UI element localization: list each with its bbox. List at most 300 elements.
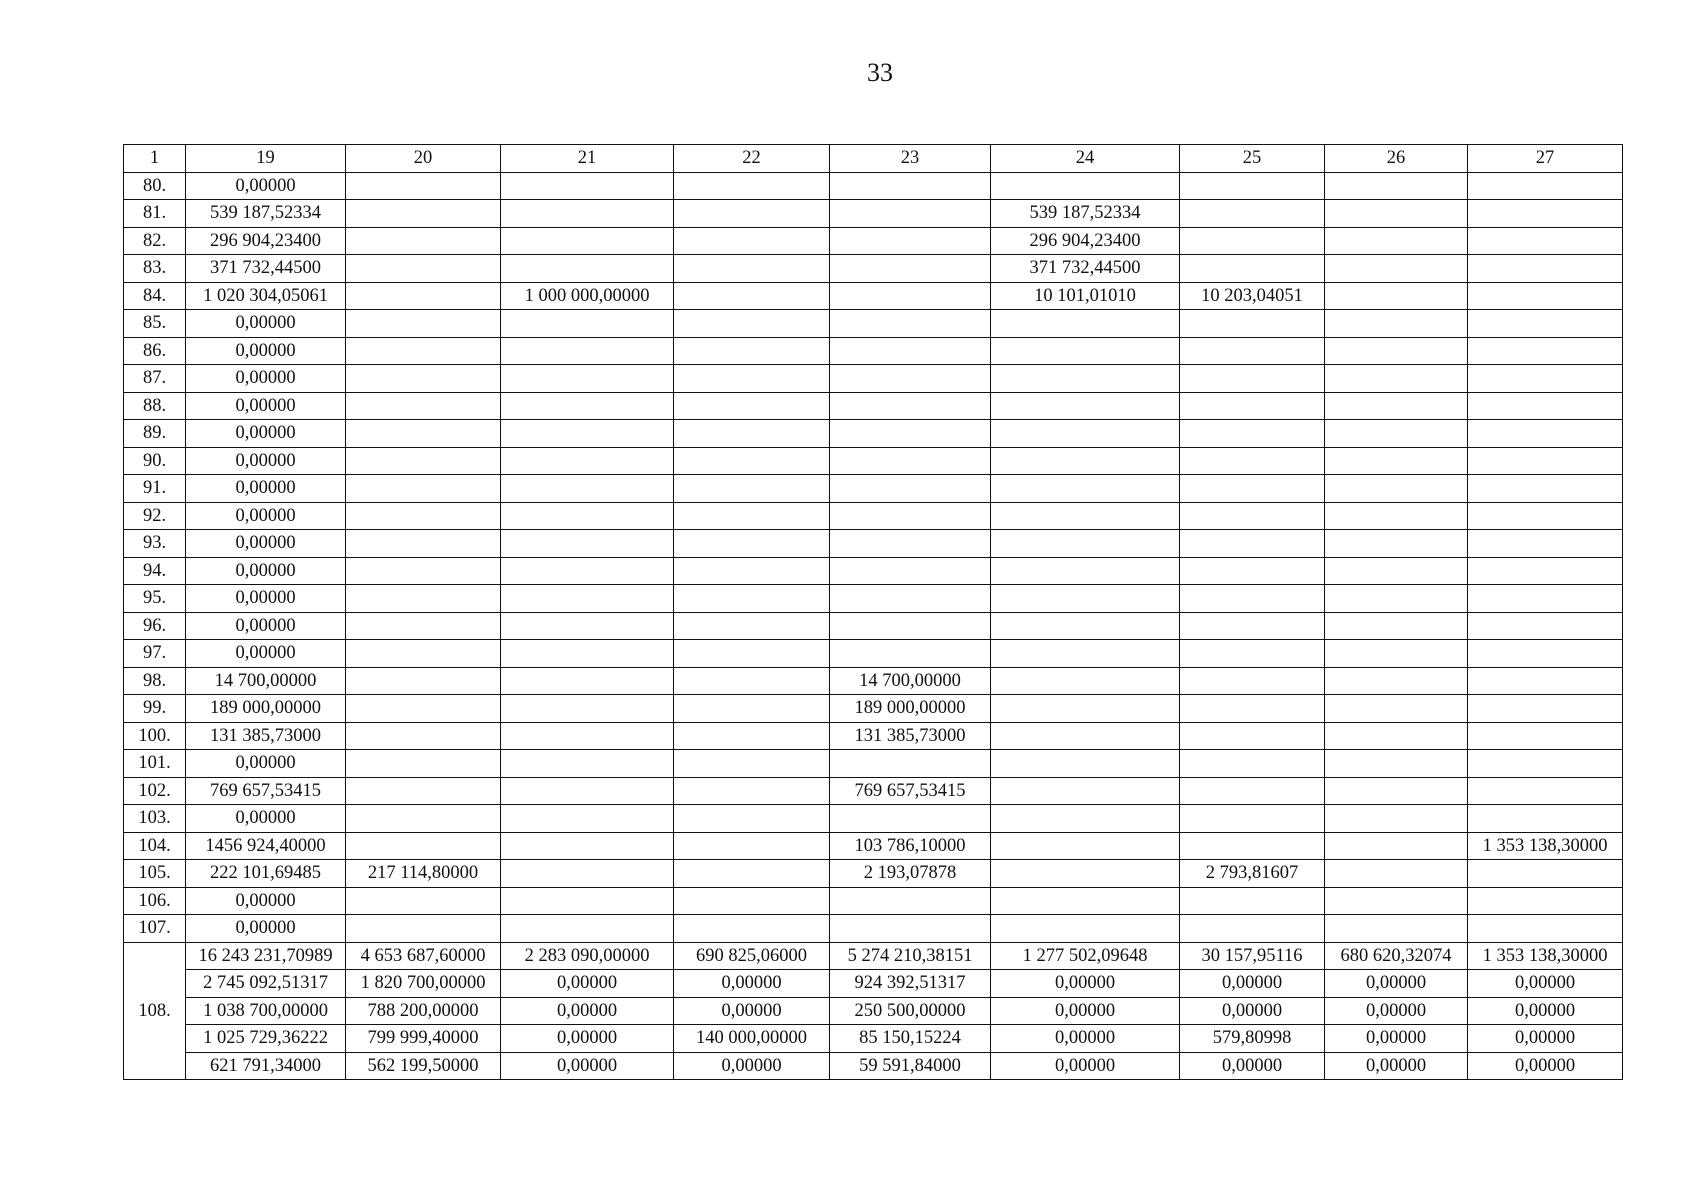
table-cell: 0,00000 bbox=[186, 447, 346, 475]
table-cell bbox=[501, 255, 674, 283]
table-cell bbox=[674, 640, 830, 668]
row-number: 82. bbox=[124, 227, 186, 255]
table-cell bbox=[346, 392, 501, 420]
table-cell bbox=[830, 447, 991, 475]
table-cell: 0,00000 bbox=[186, 585, 346, 613]
table-row bbox=[124, 282, 1623, 310]
table-cell bbox=[501, 887, 674, 915]
total-cell: 0,00000 bbox=[991, 970, 1180, 998]
table-cell bbox=[991, 365, 1180, 393]
table-cell bbox=[346, 447, 501, 475]
table-cell bbox=[501, 695, 674, 723]
table-cell bbox=[501, 557, 674, 585]
table-cell bbox=[674, 750, 830, 778]
table-cell bbox=[501, 832, 674, 860]
table-cell bbox=[1180, 447, 1325, 475]
table-cell bbox=[1468, 420, 1623, 448]
total-cell: 59 591,84000 bbox=[830, 1052, 991, 1080]
table-cell bbox=[346, 777, 501, 805]
total-cell: 0,00000 bbox=[1468, 1025, 1623, 1053]
table-cell bbox=[830, 227, 991, 255]
table-cell bbox=[501, 420, 674, 448]
table-cell bbox=[674, 695, 830, 723]
table-cell bbox=[830, 255, 991, 283]
table-cell bbox=[1180, 915, 1325, 943]
table-cell bbox=[1325, 365, 1468, 393]
total-cell: 0,00000 bbox=[991, 1052, 1180, 1080]
table-cell bbox=[1325, 310, 1468, 338]
table-cell bbox=[991, 310, 1180, 338]
table-row bbox=[124, 887, 1623, 915]
table-cell bbox=[346, 365, 501, 393]
table-cell bbox=[1468, 200, 1623, 228]
table-cell bbox=[1180, 392, 1325, 420]
table-cell bbox=[346, 502, 501, 530]
row-number: 98. bbox=[124, 667, 186, 695]
table-cell bbox=[674, 365, 830, 393]
total-row bbox=[124, 1052, 1623, 1080]
table-cell bbox=[346, 915, 501, 943]
table-cell bbox=[501, 667, 674, 695]
column-header: 24 bbox=[991, 145, 1180, 173]
table-cell bbox=[991, 722, 1180, 750]
column-header: 27 bbox=[1468, 145, 1623, 173]
table-cell bbox=[991, 420, 1180, 448]
total-cell: 562 199,50000 bbox=[346, 1052, 501, 1080]
table-cell bbox=[346, 805, 501, 833]
table-cell bbox=[1325, 282, 1468, 310]
table-cell bbox=[346, 722, 501, 750]
column-header: 22 bbox=[674, 145, 830, 173]
table-cell: 222 101,69485 bbox=[186, 860, 346, 888]
table-cell bbox=[1325, 475, 1468, 503]
table-row bbox=[124, 200, 1623, 228]
table-cell bbox=[991, 777, 1180, 805]
table-cell: 103 786,10000 bbox=[830, 832, 991, 860]
table-cell bbox=[501, 172, 674, 200]
table-cell: 539 187,52334 bbox=[186, 200, 346, 228]
table-cell: 371 732,44500 bbox=[991, 255, 1180, 283]
table-cell bbox=[991, 585, 1180, 613]
table-cell bbox=[501, 585, 674, 613]
table-cell: 131 385,73000 bbox=[186, 722, 346, 750]
table-cell bbox=[674, 172, 830, 200]
total-cell: 0,00000 bbox=[1325, 970, 1468, 998]
table-cell bbox=[1468, 227, 1623, 255]
table-cell bbox=[1180, 612, 1325, 640]
table-cell: 0,00000 bbox=[186, 475, 346, 503]
table-cell bbox=[1325, 255, 1468, 283]
table-row bbox=[124, 172, 1623, 200]
table-cell bbox=[674, 557, 830, 585]
table-cell: 769 657,53415 bbox=[830, 777, 991, 805]
table-cell bbox=[674, 530, 830, 558]
table-cell bbox=[674, 447, 830, 475]
table-cell bbox=[1325, 887, 1468, 915]
row-number: 87. bbox=[124, 365, 186, 393]
row-number: 102. bbox=[124, 777, 186, 805]
table-cell: 0,00000 bbox=[186, 640, 346, 668]
table-cell: 217 114,80000 bbox=[346, 860, 501, 888]
table-cell bbox=[1325, 860, 1468, 888]
table-cell bbox=[1468, 887, 1623, 915]
table-cell bbox=[1468, 667, 1623, 695]
table-cell bbox=[501, 722, 674, 750]
total-cell: 924 392,51317 bbox=[830, 970, 991, 998]
table-cell bbox=[1325, 585, 1468, 613]
table-cell bbox=[1325, 915, 1468, 943]
row-number: 108. bbox=[124, 942, 186, 1080]
table-cell bbox=[1468, 447, 1623, 475]
column-header: 21 bbox=[501, 145, 674, 173]
total-row bbox=[124, 1025, 1623, 1053]
table-cell bbox=[1325, 337, 1468, 365]
table-cell bbox=[991, 695, 1180, 723]
table-cell bbox=[346, 227, 501, 255]
table-cell bbox=[346, 530, 501, 558]
total-cell: 2 745 092,51317 bbox=[186, 970, 346, 998]
total-cell: 1 025 729,36222 bbox=[186, 1025, 346, 1053]
total-cell: 1 277 502,09648 bbox=[991, 942, 1180, 970]
table-cell bbox=[1325, 420, 1468, 448]
table-cell bbox=[1325, 502, 1468, 530]
table-cell: 769 657,53415 bbox=[186, 777, 346, 805]
table-cell bbox=[1468, 640, 1623, 668]
table-cell bbox=[1468, 530, 1623, 558]
row-number: 96. bbox=[124, 612, 186, 640]
table-row bbox=[124, 667, 1623, 695]
table-cell bbox=[1325, 832, 1468, 860]
table-cell: 0,00000 bbox=[186, 887, 346, 915]
table-cell: 296 904,23400 bbox=[186, 227, 346, 255]
table-cell bbox=[1180, 640, 1325, 668]
table-row bbox=[124, 557, 1623, 585]
table-cell bbox=[830, 750, 991, 778]
table-cell bbox=[1468, 282, 1623, 310]
table-cell bbox=[501, 392, 674, 420]
table-cell bbox=[674, 310, 830, 338]
table-cell bbox=[674, 392, 830, 420]
table-cell: 14 700,00000 bbox=[830, 667, 991, 695]
row-number: 84. bbox=[124, 282, 186, 310]
total-cell: 1 353 138,30000 bbox=[1468, 942, 1623, 970]
total-cell: 0,00000 bbox=[1180, 997, 1325, 1025]
total-cell: 0,00000 bbox=[991, 1025, 1180, 1053]
row-number: 105. bbox=[124, 860, 186, 888]
table-cell bbox=[1468, 557, 1623, 585]
total-cell: 16 243 231,70989 bbox=[186, 942, 346, 970]
table-cell bbox=[830, 200, 991, 228]
row-number: 103. bbox=[124, 805, 186, 833]
table-cell: 1456 924,40000 bbox=[186, 832, 346, 860]
table-cell bbox=[1180, 365, 1325, 393]
table-cell bbox=[830, 530, 991, 558]
table-cell bbox=[1180, 695, 1325, 723]
row-number: 91. bbox=[124, 475, 186, 503]
table-row bbox=[124, 447, 1623, 475]
table-cell: 371 732,44500 bbox=[186, 255, 346, 283]
table-row bbox=[124, 392, 1623, 420]
table-cell bbox=[991, 502, 1180, 530]
table-cell bbox=[1325, 172, 1468, 200]
table-cell bbox=[1180, 722, 1325, 750]
row-number: 92. bbox=[124, 502, 186, 530]
table-row bbox=[124, 722, 1623, 750]
table-cell bbox=[674, 915, 830, 943]
table-cell bbox=[674, 805, 830, 833]
total-cell: 0,00000 bbox=[1180, 970, 1325, 998]
table-cell bbox=[830, 392, 991, 420]
table-cell bbox=[346, 585, 501, 613]
table-cell bbox=[1468, 805, 1623, 833]
table-cell bbox=[346, 172, 501, 200]
table-cell bbox=[1468, 502, 1623, 530]
row-number: 97. bbox=[124, 640, 186, 668]
table-cell bbox=[674, 832, 830, 860]
total-cell: 0,00000 bbox=[501, 1025, 674, 1053]
table-cell bbox=[1325, 447, 1468, 475]
total-cell: 799 999,40000 bbox=[346, 1025, 501, 1053]
table-cell: 0,00000 bbox=[186, 365, 346, 393]
table-cell bbox=[501, 805, 674, 833]
table-cell bbox=[1325, 227, 1468, 255]
row-number: 86. bbox=[124, 337, 186, 365]
total-cell: 680 620,32074 bbox=[1325, 942, 1468, 970]
total-cell: 0,00000 bbox=[1468, 970, 1623, 998]
table-cell bbox=[1325, 612, 1468, 640]
table-cell bbox=[1325, 392, 1468, 420]
table-row bbox=[124, 777, 1623, 805]
table-cell bbox=[991, 832, 1180, 860]
table-cell: 0,00000 bbox=[186, 392, 346, 420]
total-cell: 0,00000 bbox=[674, 997, 830, 1025]
table-cell: 0,00000 bbox=[186, 502, 346, 530]
table-cell bbox=[1325, 695, 1468, 723]
table-cell bbox=[830, 310, 991, 338]
table-cell bbox=[1468, 612, 1623, 640]
total-cell: 0,00000 bbox=[501, 970, 674, 998]
row-number: 107. bbox=[124, 915, 186, 943]
table-cell bbox=[346, 337, 501, 365]
total-row bbox=[124, 997, 1623, 1025]
total-cell: 1 038 700,00000 bbox=[186, 997, 346, 1025]
total-cell: 788 200,00000 bbox=[346, 997, 501, 1025]
table-cell bbox=[1180, 585, 1325, 613]
total-cell: 2 283 090,00000 bbox=[501, 942, 674, 970]
table-row bbox=[124, 255, 1623, 283]
table-cell: 296 904,23400 bbox=[991, 227, 1180, 255]
table-cell bbox=[346, 282, 501, 310]
table-cell: 1 020 304,05061 bbox=[186, 282, 346, 310]
total-row bbox=[124, 942, 1623, 970]
table-cell bbox=[674, 777, 830, 805]
table-cell: 0,00000 bbox=[186, 310, 346, 338]
column-header: 20 bbox=[346, 145, 501, 173]
table-row bbox=[124, 915, 1623, 943]
header-row bbox=[124, 145, 1623, 173]
table-cell bbox=[1468, 860, 1623, 888]
table-cell bbox=[991, 612, 1180, 640]
table-cell bbox=[674, 887, 830, 915]
row-number: 104. bbox=[124, 832, 186, 860]
table-cell bbox=[991, 750, 1180, 778]
table-cell bbox=[501, 365, 674, 393]
table-cell bbox=[674, 722, 830, 750]
total-cell: 1 820 700,00000 bbox=[346, 970, 501, 998]
table-cell bbox=[674, 612, 830, 640]
total-cell: 0,00000 bbox=[501, 997, 674, 1025]
table-cell: 189 000,00000 bbox=[186, 695, 346, 723]
row-number: 95. bbox=[124, 585, 186, 613]
table-cell bbox=[346, 310, 501, 338]
table-cell bbox=[1180, 172, 1325, 200]
table-cell bbox=[1468, 392, 1623, 420]
total-cell: 250 500,00000 bbox=[830, 997, 991, 1025]
table-cell bbox=[1325, 722, 1468, 750]
table-cell bbox=[1180, 805, 1325, 833]
row-number: 101. bbox=[124, 750, 186, 778]
table-cell bbox=[346, 695, 501, 723]
table-cell: 0,00000 bbox=[186, 915, 346, 943]
total-cell: 0,00000 bbox=[1468, 997, 1623, 1025]
table-cell bbox=[1468, 915, 1623, 943]
total-cell: 85 150,15224 bbox=[830, 1025, 991, 1053]
table-cell bbox=[346, 887, 501, 915]
table-cell bbox=[830, 475, 991, 503]
total-cell: 0,00000 bbox=[674, 1052, 830, 1080]
table-cell: 2 793,81607 bbox=[1180, 860, 1325, 888]
column-header: 26 bbox=[1325, 145, 1468, 173]
total-cell: 0,00000 bbox=[1325, 1025, 1468, 1053]
table-cell bbox=[501, 447, 674, 475]
table-cell bbox=[991, 915, 1180, 943]
table-cell: 10 101,01010 bbox=[991, 282, 1180, 310]
table-row bbox=[124, 475, 1623, 503]
table-cell bbox=[346, 832, 501, 860]
row-number: 89. bbox=[124, 420, 186, 448]
table-cell bbox=[830, 585, 991, 613]
table-cell bbox=[1180, 420, 1325, 448]
total-cell: 0,00000 bbox=[1325, 1052, 1468, 1080]
table-cell bbox=[674, 502, 830, 530]
table-cell bbox=[501, 475, 674, 503]
table-cell bbox=[1468, 172, 1623, 200]
table-cell bbox=[501, 227, 674, 255]
table-cell: 2 193,07878 bbox=[830, 860, 991, 888]
table-cell bbox=[501, 200, 674, 228]
table-cell bbox=[501, 530, 674, 558]
row-number: 106. bbox=[124, 887, 186, 915]
table-cell bbox=[1468, 695, 1623, 723]
table-cell: 0,00000 bbox=[186, 420, 346, 448]
table-cell bbox=[674, 227, 830, 255]
table-cell: 189 000,00000 bbox=[830, 695, 991, 723]
table-cell: 131 385,73000 bbox=[830, 722, 991, 750]
table-cell bbox=[346, 255, 501, 283]
table-cell bbox=[991, 860, 1180, 888]
table-row bbox=[124, 860, 1623, 888]
row-number: 99. bbox=[124, 695, 186, 723]
table-cell bbox=[830, 805, 991, 833]
column-header: 25 bbox=[1180, 145, 1325, 173]
table-cell bbox=[501, 777, 674, 805]
row-number: 100. bbox=[124, 722, 186, 750]
row-number: 85. bbox=[124, 310, 186, 338]
table-cell bbox=[1180, 502, 1325, 530]
table-cell bbox=[674, 282, 830, 310]
table-cell bbox=[346, 557, 501, 585]
table-cell bbox=[501, 310, 674, 338]
table-cell bbox=[1180, 200, 1325, 228]
total-cell: 5 274 210,38151 bbox=[830, 942, 991, 970]
table-row bbox=[124, 612, 1623, 640]
table-cell bbox=[346, 475, 501, 503]
table-cell bbox=[501, 612, 674, 640]
table-cell bbox=[1180, 530, 1325, 558]
table-cell bbox=[991, 557, 1180, 585]
table-cell bbox=[1325, 557, 1468, 585]
table-cell bbox=[346, 200, 501, 228]
table-cell bbox=[1468, 750, 1623, 778]
row-number: 90. bbox=[124, 447, 186, 475]
table-cell bbox=[830, 282, 991, 310]
table-cell bbox=[1180, 227, 1325, 255]
table-cell bbox=[346, 612, 501, 640]
table-cell: 0,00000 bbox=[186, 612, 346, 640]
column-header: 19 bbox=[186, 145, 346, 173]
table-cell bbox=[991, 475, 1180, 503]
table-cell: 10 203,04051 bbox=[1180, 282, 1325, 310]
table-cell bbox=[1325, 805, 1468, 833]
total-cell: 579,80998 bbox=[1180, 1025, 1325, 1053]
table-cell bbox=[991, 392, 1180, 420]
table-cell bbox=[674, 255, 830, 283]
table-cell bbox=[1180, 337, 1325, 365]
table-cell: 0,00000 bbox=[186, 805, 346, 833]
table-cell bbox=[1468, 255, 1623, 283]
total-cell: 4 653 687,60000 bbox=[346, 942, 501, 970]
table-cell bbox=[1325, 640, 1468, 668]
table-cell bbox=[991, 172, 1180, 200]
total-cell: 0,00000 bbox=[674, 970, 830, 998]
table-cell bbox=[1468, 337, 1623, 365]
row-number: 80. bbox=[124, 172, 186, 200]
total-row bbox=[124, 970, 1623, 998]
table-cell bbox=[830, 557, 991, 585]
column-header: 1 bbox=[124, 145, 186, 173]
table-row bbox=[124, 805, 1623, 833]
table-cell bbox=[991, 530, 1180, 558]
total-cell: 621 791,34000 bbox=[186, 1052, 346, 1080]
table-cell bbox=[1325, 200, 1468, 228]
table-cell bbox=[1180, 832, 1325, 860]
table-row bbox=[124, 530, 1623, 558]
total-cell: 0,00000 bbox=[1468, 1052, 1623, 1080]
table-cell bbox=[830, 502, 991, 530]
table-cell bbox=[674, 585, 830, 613]
table-cell bbox=[346, 667, 501, 695]
table-cell: 0,00000 bbox=[186, 172, 346, 200]
total-cell: 30 157,95116 bbox=[1180, 942, 1325, 970]
table-row bbox=[124, 227, 1623, 255]
table-cell bbox=[501, 337, 674, 365]
table-cell bbox=[1325, 750, 1468, 778]
table-cell bbox=[830, 612, 991, 640]
row-number: 83. bbox=[124, 255, 186, 283]
page-number: 33 bbox=[867, 58, 893, 87]
data-table bbox=[123, 144, 1623, 1080]
table-cell bbox=[830, 337, 991, 365]
